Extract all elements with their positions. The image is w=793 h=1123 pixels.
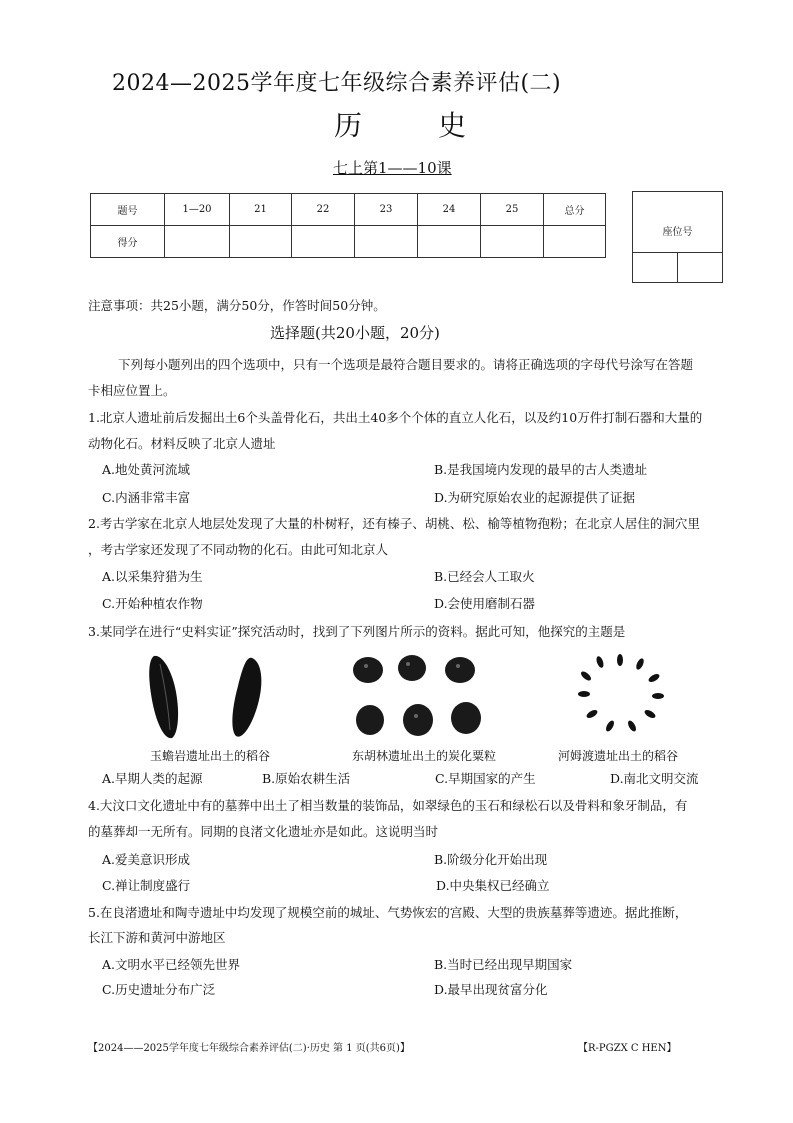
score-cell[interactable] xyxy=(355,226,418,258)
score-header-cell: 24 xyxy=(418,194,481,226)
question-2-stem-line-2: ，考古学家还发现了不同动物的化石。由此可知北京人 xyxy=(88,542,389,557)
subject-char-2: 史 xyxy=(438,109,467,142)
question-5-option-b[interactable]: B.当时已经出现早期国家 xyxy=(434,957,573,972)
page-footer-right: 【R-PGZX C HEN】 xyxy=(578,1043,677,1054)
section-title: 选择题(共20小题，20分) xyxy=(270,324,440,342)
question-1-option-a[interactable]: A.地处黄河流域 xyxy=(102,462,191,477)
question-4-stem-line-1: 4.大汶口文化遗址中有的墓葬中出土了相当数量的装饰品，如翠绿色的玉石和绿松石以及骨料和象牙制品，有 xyxy=(88,798,688,813)
question-5-option-c[interactable]: C.历史遗址分布广泛 xyxy=(102,982,216,997)
score-header-cell: 1—20 xyxy=(165,194,230,226)
question-1-option-c[interactable]: C.内涵非常丰富 xyxy=(102,490,191,505)
question-4-option-a[interactable]: A.爱美意识形成 xyxy=(102,852,191,867)
question-2-stem-line-1: 2.考古学家在北京人地层处发现了大量的朴树籽，还有榛子、胡桃、松、榆等植物孢粉；在北京人居住的洞穴里 xyxy=(88,516,700,531)
score-header-cell: 总分 xyxy=(544,194,606,226)
image-caption-2: 东胡林遗址出土的炭化粟粒 xyxy=(352,749,497,763)
question-1-option-b[interactable]: B.是我国境内发现的最早的古人类遗址 xyxy=(434,462,648,477)
score-table-score-row xyxy=(91,226,606,258)
question-3-stem-line-1: 3.某同学在进行“史料实证”探究活动时，找到了下列图片所示的资料。据此可知，他探究的主题是 xyxy=(88,624,626,639)
notice-text: 注意事项：共25小题，满分50分，作答时间50分钟。 xyxy=(88,298,386,313)
page-footer-left: 【2024——2025学年度七年级综合素养评估(二)·历史 第 1 页(共6页)】 xyxy=(88,1043,410,1054)
question-1-stem-line-1: 1.北京人遗址前后发掘出土6个头盖骨化石，共出土40多个个体的直立人化石，以及约10万件打制石器和大量的 xyxy=(88,410,703,425)
score-header-cell: 22 xyxy=(292,194,355,226)
rice-grain-image-hemudu xyxy=(570,654,670,734)
question-4-option-c[interactable]: C.禅让制度盛行 xyxy=(102,878,191,893)
question-1-option-d[interactable]: D.为研究原始农业的起源提供了证据 xyxy=(434,490,636,505)
question-4-option-b[interactable]: B.阶级分化开始出现 xyxy=(434,852,548,867)
question-5-option-d[interactable]: D.最早出现贫富分化 xyxy=(434,982,548,997)
image-caption-3: 河姆渡遗址出土的稻谷 xyxy=(558,749,679,763)
score-cell[interactable] xyxy=(165,226,230,258)
question-4-option-d[interactable]: D.中央集权已经确立 xyxy=(436,878,550,893)
score-row-label: 得分 xyxy=(91,226,165,258)
score-table-header-row xyxy=(91,194,606,226)
instruction-line-1: 下列每小题列出的四个选项中，只有一个选项是最符合题目要求的。请将正确选项的字母代号涂写在答题 xyxy=(118,357,694,372)
image-caption-1: 玉蟾岩遗址出土的稻谷 xyxy=(150,749,271,763)
score-cell[interactable] xyxy=(481,226,544,258)
score-cell[interactable] xyxy=(544,226,606,258)
question-3-option-b[interactable]: B.原始农耕生活 xyxy=(262,771,351,786)
score-cell[interactable] xyxy=(418,226,481,258)
rice-grain-image-yuchanyan xyxy=(140,652,280,740)
seat-number-label: 座位号 xyxy=(662,227,693,238)
score-header-cell: 25 xyxy=(481,194,544,226)
question-3-option-c[interactable]: C.早期国家的产生 xyxy=(435,771,536,786)
score-header-cell: 题号 xyxy=(91,194,165,226)
score-cell[interactable] xyxy=(292,226,355,258)
question-5-stem-line-1: 5.在良渚遗址和陶寺遗址中均发现了规模空前的城址、气势恢宏的宫殿、大型的贵族墓葬等遗迹。据此推断， xyxy=(88,905,688,920)
question-2-option-c[interactable]: C.开始种植农作物 xyxy=(102,596,203,611)
seat-number-cells[interactable] xyxy=(633,252,722,282)
question-1-stem-line-2: 动物化石。材料反映了北京人遗址 xyxy=(88,436,276,451)
subject-char-1: 历 xyxy=(334,109,363,142)
question-2-option-b[interactable]: B.已经会人工取火 xyxy=(434,569,535,584)
millet-grain-image-donghulin xyxy=(348,652,498,742)
seat-number-box xyxy=(632,191,723,283)
question-4-stem-line-2: 的墓葬却一无所有。同期的良渚文化遗址亦是如此。这说明当时 xyxy=(88,824,439,839)
score-table xyxy=(90,193,606,258)
score-cell[interactable] xyxy=(230,226,292,258)
lesson-scope: 七上第1——10课 xyxy=(333,159,452,177)
question-3-option-a[interactable]: A.早期人类的起源 xyxy=(102,771,203,786)
score-header-cell: 21 xyxy=(230,194,292,226)
question-2-option-a[interactable]: A.以采集狩猎为生 xyxy=(102,569,203,584)
question-2-option-d[interactable]: D.会使用磨制石器 xyxy=(434,596,536,611)
score-header-cell: 23 xyxy=(355,194,418,226)
question-3-option-d[interactable]: D.南北文明交流 xyxy=(610,771,699,786)
exam-title: 2024—2025学年度七年级综合素养评估(二) xyxy=(112,71,562,96)
question-5-stem-line-2: 长江下游和黄河中游地区 xyxy=(88,930,226,945)
instruction-line-2: 卡相应位置上。 xyxy=(88,383,176,398)
question-5-option-a[interactable]: A.文明水平已经领先世界 xyxy=(102,957,241,972)
